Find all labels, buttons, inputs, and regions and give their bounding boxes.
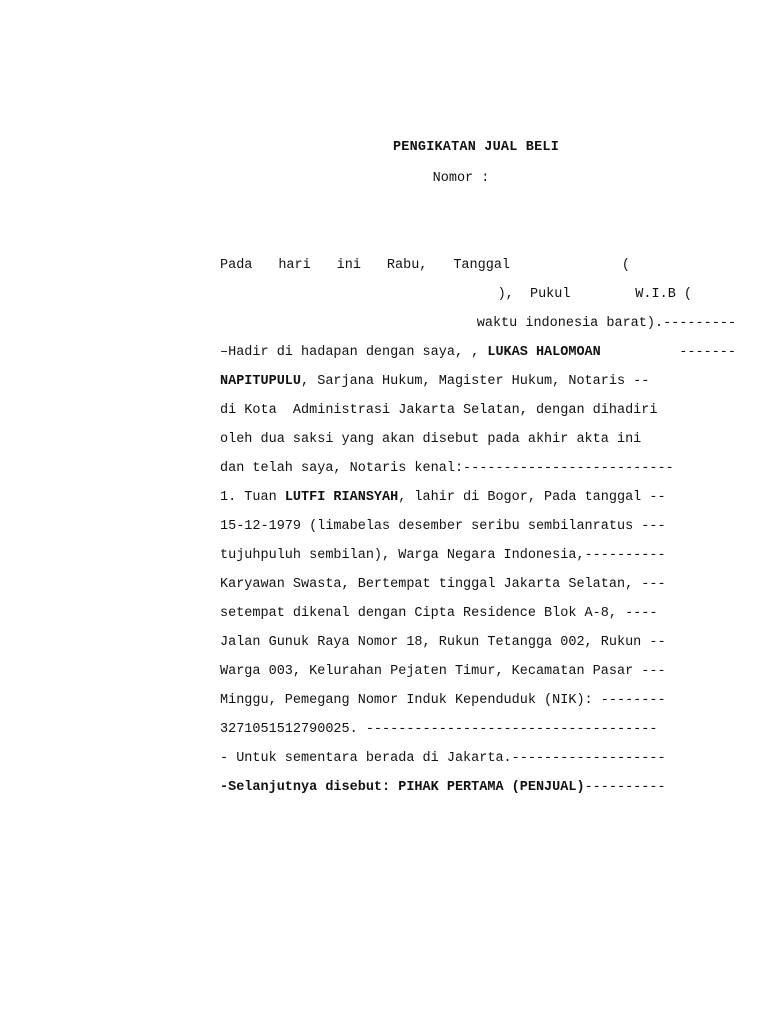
dash-fill: ---------- [584, 780, 666, 795]
dash-fill: ------- [671, 345, 736, 360]
body-line-12 [220, 575, 736, 604]
body-line-5 [220, 372, 736, 401]
text-segment: –Hadir di hadapan dengan saya, , [220, 345, 488, 360]
body-line-14 [220, 633, 736, 662]
text-segment: 1. Tuan [220, 490, 285, 505]
line-text: 3271051512790025. ------------------------------------ [220, 722, 658, 737]
notary-surname: NAPITUPULU [220, 374, 302, 389]
document-title: PENGIKATAN JUAL BELI [392, 140, 560, 155]
document-number-label: Nomor : [432, 171, 490, 186]
party-designation: -Selanjutnya disebut: PIHAK PERTAMA (PENJUAL) [220, 780, 585, 795]
word: Pada [220, 258, 253, 273]
document-body [220, 256, 736, 807]
line-text: Jalan Gunuk Raya Nomor 18, Rukun Tetangga 002, Rukun -- [220, 635, 666, 650]
line-text [220, 488, 666, 508]
body-line-3 [220, 314, 736, 343]
body-line-19 [220, 778, 736, 807]
line-text: Warga 003, Kelurahan Pejaten Timur, Kecamatan Pasar --- [220, 664, 666, 679]
line-text: Karyawan Swasta, Bertempat tinggal Jakarta Selatan, --- [220, 577, 666, 592]
party-name: LUTFI RIANSYAH [284, 490, 399, 505]
line-text [220, 372, 649, 392]
word: ini [336, 258, 361, 273]
line-text [220, 343, 601, 363]
word: hari [278, 258, 311, 273]
line-text: - Untuk sementara berada di Jakarta.------------------- [220, 751, 666, 766]
notary-name: LUKAS HALOMOAN [487, 345, 601, 360]
body-line-6 [220, 401, 736, 430]
line-text: Minggu, Pemegang Nomor Induk Kependuduk (NIK): -------- [220, 693, 666, 708]
body-line-9 [220, 488, 736, 517]
body-line-1 [220, 256, 736, 285]
body-line-8 [220, 459, 736, 488]
body-line-2 [220, 285, 736, 314]
text-segment: , Sarjana Hukum, Magister Hukum, Notaris -- [301, 374, 650, 389]
line-text: tujuhpuluh sembilan), Warga Negara Indonesia,---------- [220, 548, 666, 563]
body-line-16 [220, 691, 736, 720]
body-line-15 [220, 662, 736, 691]
word: ( [621, 258, 630, 273]
body-line-7 [220, 430, 736, 459]
line-text: dan telah saya, Notaris kenal:-------------------------- [220, 461, 674, 476]
word: Tanggal [453, 258, 511, 273]
body-line-17 [220, 720, 736, 749]
body-line-13 [220, 604, 736, 633]
line-text: di Kota Administrasi Jakarta Selatan, dengan dihadiri [220, 403, 658, 418]
line-text: ), Pukul W.I.B ( [497, 287, 692, 302]
line-text: setempat dikenal dengan Cipta Residence Blok A-8, ---- [220, 606, 658, 621]
line-text: 15-12-1979 (limabelas desember seribu sembilanratus --- [220, 519, 666, 534]
body-line-11 [220, 546, 736, 575]
body-line-4 [220, 343, 736, 372]
text-segment: , lahir di Bogor, Pada tanggal -- [398, 490, 666, 505]
body-line-18 [220, 749, 736, 778]
word: Rabu, [386, 258, 428, 273]
line-text [220, 778, 666, 798]
line-text: oleh dua saksi yang akan disebut pada akhir akta ini [220, 432, 642, 447]
body-line-10 [220, 517, 736, 546]
line-text: waktu indonesia barat).--------- [476, 316, 736, 331]
